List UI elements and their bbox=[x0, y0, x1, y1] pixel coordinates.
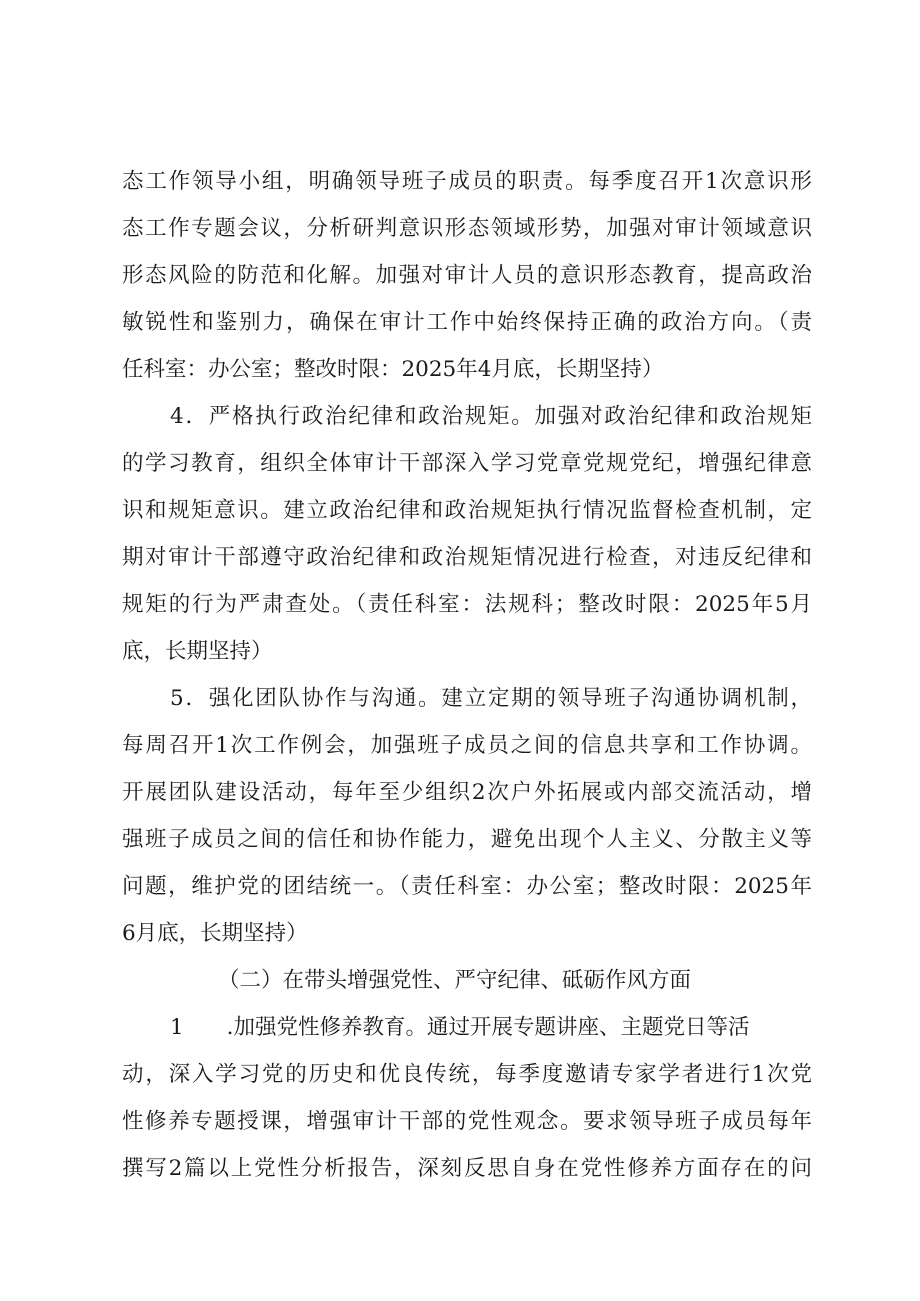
paragraph-start: 5．强化团队协作与沟通。建立定期的领导班子沟通协调机制， bbox=[170, 686, 812, 711]
text-line: 任科室：办公室；整改时限：2025年4月底，长期坚持） bbox=[122, 357, 664, 382]
text-line: 6月底，长期坚持） bbox=[122, 921, 308, 946]
text-line: 底，长期坚持） bbox=[122, 639, 273, 664]
text-line: 强班子成员之间的信任和协作能力，避免出现个人主义、分散主义等 bbox=[122, 827, 812, 852]
text-line: 撰写2篇以上党性分析报告，深刻反思自身在党性修养方面存在的问 bbox=[122, 1156, 812, 1181]
text-line: 动，深入学习党的历史和优良传统，每季度邀请专家学者进行1次党 bbox=[122, 1062, 812, 1087]
text-line: 的学习教育，组织全体审计干部深入学习党章党规党纪，增强纪律意 bbox=[122, 451, 812, 476]
section-heading: （二）在带头增强党性、严守纪律、砥砺作风方面 bbox=[218, 968, 692, 993]
text-line: 开展团队建设活动，每年至少组织2次户外拓展或内部交流活动，增 bbox=[122, 780, 812, 805]
text-line: 性修养专题授课，增强审计干部的党性观念。要求领导班子成员每年 bbox=[122, 1109, 812, 1134]
text-line: 期对审计干部遵守政治纪律和政治规矩情况进行检查，对违反纪律和 bbox=[122, 545, 812, 570]
text-line: 规矩的行为严肃查处。（责任科室：法规科；整改时限：2025年5月 bbox=[122, 592, 812, 617]
paragraph-start: 4．严格执行政治纪律和政治规矩。加强对政治纪律和政治规矩 bbox=[170, 404, 812, 429]
text-line: 敏锐性和鉴别力，确保在审计工作中始终保持正确的政治方向。（责 bbox=[122, 310, 812, 335]
text-line: 每周召开1次工作例会，加强班子成员之间的信息共享和工作协调。 bbox=[122, 733, 812, 758]
text-line: 态工作领导小组，明确领导班子成员的职责。每季度召开1次意识形 bbox=[122, 169, 812, 194]
text-line: 识和规矩意识。建立政治纪律和政治规矩执行情况监督检查机制，定 bbox=[122, 498, 812, 523]
paragraph-start: 1 .加强党性修养教育。通过开展专题讲座、主题党日等活 bbox=[170, 1015, 750, 1040]
text-line: 问题，维护党的团结统一。（责任科室：办公室；整改时限：2025年 bbox=[122, 874, 812, 899]
text-line: 态工作专题会议，分析研判意识形态领域形势，加强对审计领域意识 bbox=[122, 216, 812, 241]
text-line: 形态风险的防范和化解。加强对审计人员的意识形态教育，提高政治 bbox=[122, 263, 812, 288]
